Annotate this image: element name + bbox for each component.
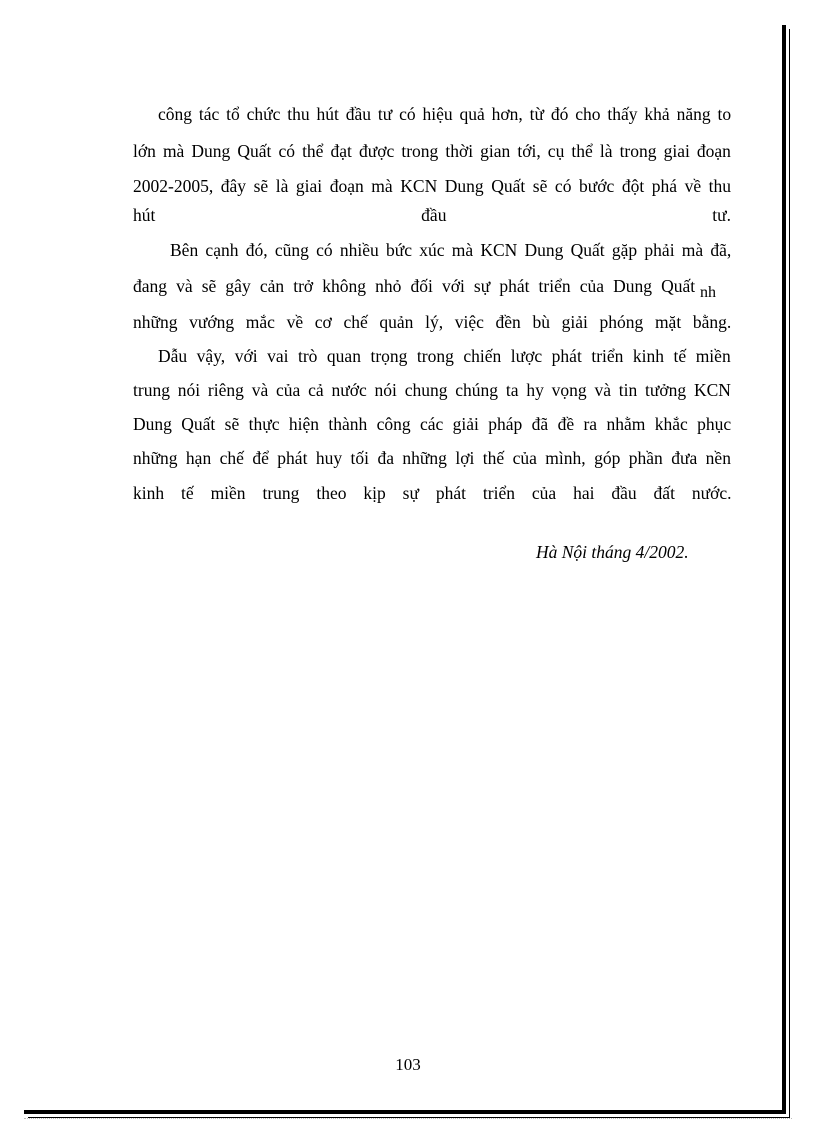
text-line: Dung Quất sẽ thực hiện thành công các giải pháp đã đề ra nhằm khắc phục (133, 414, 732, 434)
text-line: trung nói riêng và của cả nước nói chung chúng ta hy vọng và tin tưởng KCN (133, 380, 731, 400)
text-line: lớn mà Dung Quất có thể đạt được trong thời gian tới, cụ thể là trong giai đoạn (133, 141, 731, 161)
text-line (133, 205, 731, 226)
text-line: kinh tế miền trung theo kịp sự phát triển của hai đầu đất nước. (133, 483, 732, 503)
text-line: Dẫu vậy, với vai trò quan trọng trong chiến lược phát triển kinh tế miền (158, 346, 731, 366)
text-line: những hạn chế để phát huy tối đa những lợi thế của mình, góp phần đưa nền (133, 448, 731, 468)
signature-date: Hà Nội tháng 4/2002. (536, 542, 689, 562)
bottom-dotted-rule (24, 1118, 792, 1119)
word: tư. (712, 205, 731, 225)
text-line-fragment: nh (700, 284, 716, 301)
text-line: 2002-2005, đây sẽ là giai đoạn mà KCN Dung Quất sẽ có bước đột phá về thu (133, 176, 732, 196)
text-line: công tác tổ chức thu hút đầu tư có hiệu quả hơn, từ đó cho thấy khả năng to (158, 104, 732, 124)
page-number: 103 (395, 1055, 421, 1074)
word: hút (133, 205, 156, 225)
word: đầu (421, 205, 447, 225)
text-line: Bên cạnh đó, cũng có nhiều bức xúc mà KCN Dung Quất gặp phải mà đã, (170, 240, 732, 260)
text-line: đang và sẽ gây cản trở không nhỏ đối với sự phát triển của Dung Quất (133, 276, 696, 296)
text-line: những vướng mắc về cơ chế quản lý, việc đền bù giải phóng mặt bằng. (133, 312, 732, 332)
